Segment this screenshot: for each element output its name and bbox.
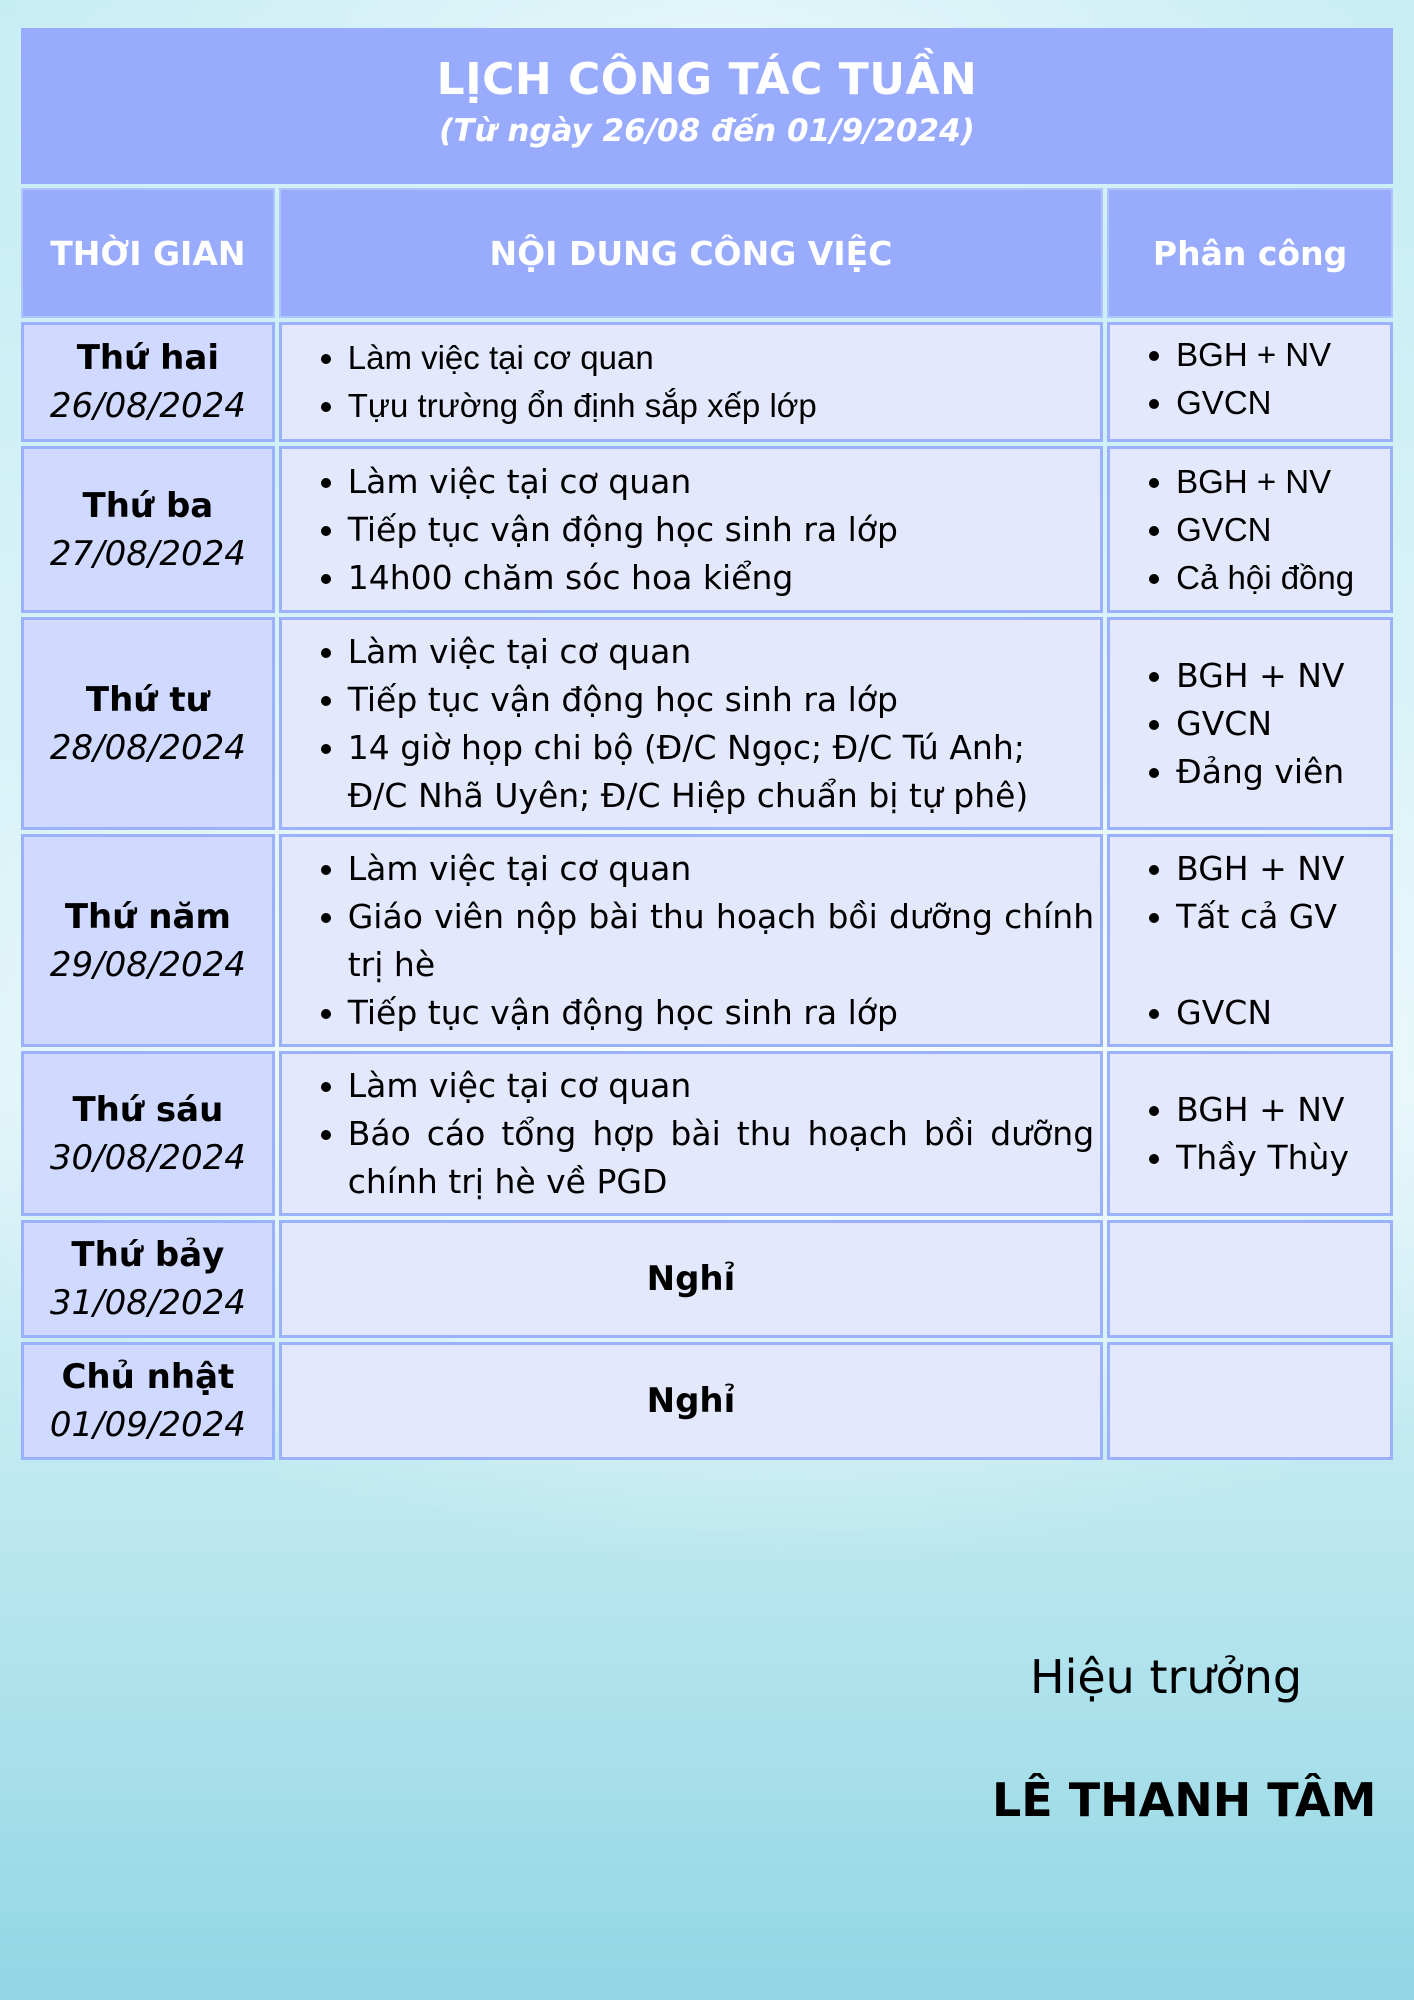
table-row-friday <box>21 1051 1393 1216</box>
task-item: • Làm việc tại cơ quan <box>348 1062 1094 1110</box>
assign-cell <box>1107 834 1393 1047</box>
table-row-wednesday <box>21 617 1393 830</box>
assign-item: • Tất cả GV <box>1176 893 1390 941</box>
day-cell <box>21 1051 275 1216</box>
day-name: Thứ bảy <box>71 1235 225 1275</box>
signature-title: Hiệu trưởng <box>1030 1650 1303 1704</box>
assign-item: • BGH + NV <box>1176 331 1390 379</box>
assign-item: • Thầy Thùy <box>1176 1134 1390 1182</box>
task-item: • Làm việc tại cơ quan <box>348 334 1094 382</box>
column-header-time: THỜI GIAN <box>21 188 275 318</box>
assign-item: • BGH + NV <box>1176 1086 1390 1134</box>
table-row-sunday <box>21 1342 1393 1460</box>
assign-list <box>1110 845 1390 1037</box>
task-item: • 14h00 chăm sóc hoa kiểng <box>348 554 1094 602</box>
task-item: • Giáo viên nộp bài thu hoạch bồi dưỡng chính trị hè <box>348 893 1094 989</box>
task-list <box>282 458 1100 602</box>
assign-item: • BGH + NV <box>1176 652 1390 700</box>
task-item: • Báo cáo tổng hợp bài thu hoạch bồi dưỡng chính trị hè về PGD <box>348 1110 1094 1206</box>
task-item: • Tựu trường ổn định sắp xếp lớp <box>348 382 1094 430</box>
task-list <box>282 845 1100 1037</box>
day-date: 29/08/2024 <box>49 944 246 985</box>
rest-cell: Nghỉ <box>279 1220 1103 1338</box>
table-header-row <box>21 188 1393 318</box>
day-name: Thứ tư <box>85 679 210 720</box>
table-row-tuesday <box>21 446 1393 613</box>
day-date: 30/08/2024 <box>49 1137 246 1178</box>
assign-item: • GVCN <box>1176 506 1390 554</box>
assign-item: • GVCN <box>1176 700 1390 748</box>
day-date: 26/08/2024 <box>49 386 246 426</box>
assign-cell <box>1107 617 1393 830</box>
day-name: Thứ sáu <box>72 1089 224 1130</box>
task-item: • Làm việc tại cơ quan <box>348 458 1094 506</box>
day-cell <box>21 1342 275 1460</box>
task-cell <box>279 446 1103 613</box>
rest-cell: Nghỉ <box>279 1342 1103 1460</box>
task-cell <box>279 617 1103 830</box>
page-subtitle: (Từ ngày 26/08 đến 01/9/2024) <box>439 113 975 149</box>
assign-cell <box>1107 1051 1393 1216</box>
table-row-saturday <box>21 1220 1393 1338</box>
day-date: 31/08/2024 <box>49 1283 246 1323</box>
assign-item: • BGH + NV <box>1176 845 1390 893</box>
task-item: • Tiếp tục vận động học sinh ra lớp <box>348 989 1094 1037</box>
day-name: Chủ nhật <box>61 1357 235 1397</box>
day-cell <box>21 834 275 1047</box>
task-item: • 14 giờ họp chi bộ (Đ/C Ngọc; Đ/C Tú Anh; Đ/C Nhã Uyên; Đ/C Hiệp chuẩn bị tự phê) <box>348 724 1094 820</box>
task-cell <box>279 322 1103 442</box>
day-name: Thứ ba <box>82 485 214 526</box>
assign-cell <box>1107 322 1393 442</box>
page-title: LỊCH CÔNG TÁC TUẦN <box>436 54 978 105</box>
assign-cell <box>1107 446 1393 613</box>
day-cell <box>21 1220 275 1338</box>
day-date: 28/08/2024 <box>49 727 246 768</box>
day-date: 01/09/2024 <box>49 1405 246 1445</box>
task-item: • Làm việc tại cơ quan <box>348 628 1094 676</box>
assign-item: • Đảng viên <box>1176 748 1390 796</box>
assign-cell-empty <box>1107 1220 1393 1338</box>
task-item: • Làm việc tại cơ quan <box>348 845 1094 893</box>
assign-item: • GVCN <box>1176 989 1390 1037</box>
assign-item: • Cả hội đồng <box>1176 554 1390 602</box>
task-cell <box>279 834 1103 1047</box>
day-cell <box>21 446 275 613</box>
assign-list <box>1110 652 1390 796</box>
day-name: Thứ năm <box>64 896 231 937</box>
column-header-assign: Phân công <box>1107 188 1393 318</box>
assign-list <box>1110 331 1390 427</box>
assign-item: • BGH + NV <box>1176 458 1390 506</box>
schedule-table <box>17 184 1397 1464</box>
task-list <box>282 628 1100 820</box>
task-list <box>282 1062 1100 1206</box>
title-block <box>21 28 1393 184</box>
task-item: • Tiếp tục vận động học sinh ra lớp <box>348 506 1094 554</box>
day-cell <box>21 322 275 442</box>
day-name: Thứ hai <box>76 338 219 378</box>
task-list <box>282 334 1100 430</box>
signature-name: LÊ THANH TÂM <box>992 1773 1377 1827</box>
task-item: • Tiếp tục vận động học sinh ra lớp <box>348 676 1094 724</box>
column-header-content: NỘI DUNG CÔNG VIỆC <box>279 188 1103 318</box>
assign-item: • GVCN <box>1176 379 1390 427</box>
table-row-thursday <box>21 834 1393 1047</box>
day-cell <box>21 617 275 830</box>
assign-list <box>1110 458 1390 602</box>
day-date: 27/08/2024 <box>49 533 246 574</box>
schedule-sheet <box>21 28 1393 1464</box>
assign-cell-empty <box>1107 1342 1393 1460</box>
assign-spacer <box>1176 941 1390 989</box>
table-row-monday <box>21 322 1393 442</box>
assign-list <box>1110 1086 1390 1182</box>
task-cell <box>279 1051 1103 1216</box>
